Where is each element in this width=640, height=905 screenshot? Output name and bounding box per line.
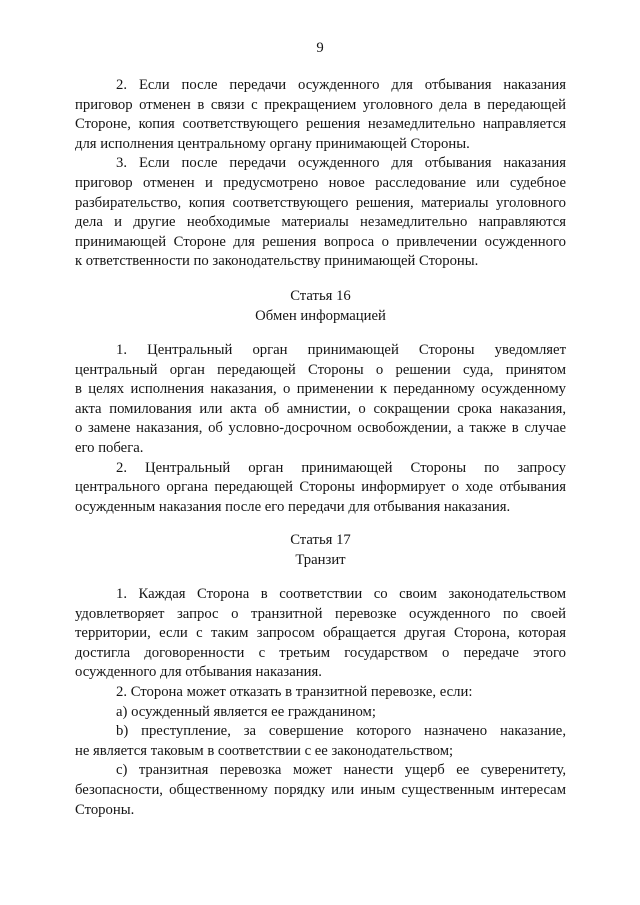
text-line: дела и другие необходимые материалы незамедлительно направляются <box>75 214 566 231</box>
text-line: Стороны. <box>75 801 135 818</box>
text-line: a) осужденный является ее гражданином; <box>116 703 376 720</box>
text-line: разбирательство, копия соответствующего решения, материалы уголовного <box>75 194 566 211</box>
text-line: осужденного для отбывания наказания. <box>75 664 322 681</box>
paragraph <box>75 683 566 703</box>
article-16-body <box>75 341 566 517</box>
article-16-heading <box>75 287 566 326</box>
text-line: Стороне, копия соответствующего решения незамедлительно направляется <box>75 116 566 133</box>
article-title: Статья 17 <box>290 532 351 548</box>
text-line: его побега. <box>75 439 144 456</box>
article-title: Статья 16 <box>290 288 351 304</box>
text-line: приговор отменен в связи с прекращением уголовного дела в передающей <box>75 96 566 113</box>
text-line: 2. Сторона может отказать в транзитной перевозке, если: <box>116 683 473 700</box>
text-line: акта помилования или акта об амнистии, о сокращении срока наказания, <box>75 400 566 417</box>
text-line: для исполнения центральному органу принимающей Стороны. <box>75 135 470 152</box>
text-line: территории, если с таким запросом обращается другая Сторона, которая <box>75 625 566 642</box>
text-line: 2. Если после передачи осужденного для отбывания наказания <box>116 77 566 93</box>
text-line: центральный орган передающей Стороны о решении суда, принятом <box>75 361 566 378</box>
list-item-c <box>75 761 566 820</box>
article-17-heading <box>75 531 566 570</box>
paragraph <box>75 76 566 154</box>
article-heading: Обмен информацией <box>255 307 386 324</box>
paragraph <box>75 154 566 272</box>
page-number: 9 <box>316 40 324 56</box>
text-line: c) транзитная перевозка может нанести ущерб ее суверенитету, <box>116 762 566 779</box>
text-line: 3. Если после передачи осужденного для отбывания наказания <box>116 155 566 172</box>
text-line: безопасности, общественному порядку или иным существенным интересам <box>75 781 566 798</box>
text-line: 1. Центральный орган принимающей Стороны уведомляет <box>116 342 566 358</box>
paragraph <box>75 459 566 518</box>
text-line: осужденным наказания после его передачи для отбывания наказания. <box>75 498 511 515</box>
text-line: к ответственности по законодательству принимающей Стороны. <box>75 253 479 270</box>
text-line: 1. Каждая Сторона в соответствии со своим законодательством <box>116 586 566 602</box>
text-line: в целях исполнения наказания, о применении к переданному осужденному <box>75 381 566 398</box>
text-line: о замене наказания, об условно-досрочном освобождении, а также в случае <box>75 420 566 437</box>
article-17-body <box>75 585 566 820</box>
text-line: 2. Центральный орган принимающей Стороны по запросу <box>116 459 566 476</box>
article-15-continuation <box>75 76 566 272</box>
list-item-a <box>75 703 566 723</box>
text-line: b) преступление, за совершение которого назначено наказание, <box>116 723 566 740</box>
paragraph <box>75 341 566 459</box>
article-heading: Транзит <box>295 551 346 568</box>
text-line: принимающей Стороне для решения вопроса о привлечении осужденного <box>75 233 566 250</box>
text-line: удовлетворяет запрос о транзитной перевозке осужденного по своей <box>75 605 566 622</box>
text-line: достигла договоренности с третьим государством о передаче этого <box>75 644 566 661</box>
list-item-b <box>75 722 566 761</box>
text-line: не является таковым в соответствии с ее законодательством; <box>75 742 454 759</box>
text-line: приговор отменен и предусмотрено новое расследование или судебное <box>75 174 566 191</box>
text-line: центрального органа передающей Стороны информирует о ходе отбывания <box>75 479 566 496</box>
paragraph <box>75 585 566 683</box>
